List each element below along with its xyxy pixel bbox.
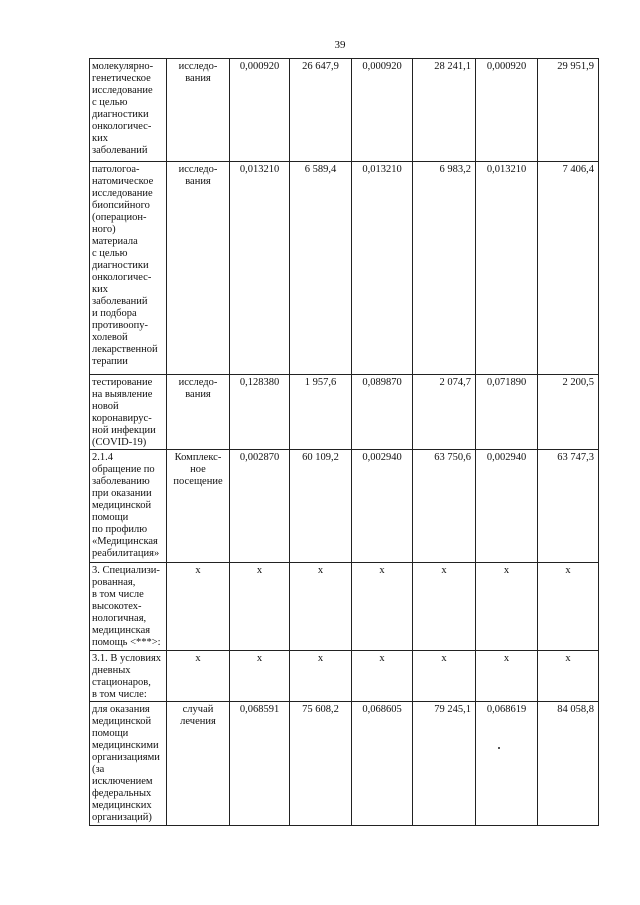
- table-row: [90, 702, 599, 826]
- service-name-cell: 2.1.4 обращение по заболеванию при оказании медицинской помощи по профилю «Медицинская реабилитация»: [90, 450, 167, 563]
- service-name-cell: 3. Специализи- рованная, в том числе высокотех- нологичная, медицинская помощь <***>:: [90, 563, 167, 651]
- value-cell: х: [476, 563, 538, 651]
- unit-cell: Комплекс- ное посещение: [167, 450, 230, 563]
- value-cell: 7 406,4: [538, 162, 599, 375]
- unit-cell: случай лечения: [167, 702, 230, 826]
- value-cell: 6 589,4: [290, 162, 352, 375]
- unit-cell: х: [167, 563, 230, 651]
- value-cell: 26 647,9: [290, 59, 352, 162]
- tariff-table: [89, 58, 599, 826]
- value-cell: 1 957,6: [290, 375, 352, 450]
- unit-cell: исследо- вания: [167, 375, 230, 450]
- value-cell: х: [230, 651, 290, 702]
- table-row: [90, 450, 599, 563]
- page-number: 39: [334, 39, 346, 51]
- value-cell: 0,089870: [352, 375, 413, 450]
- service-name-cell: для оказания медицинской помощи медицинскими организациями (за исключением федеральных медицинских организаций): [90, 702, 167, 826]
- value-cell: х: [290, 563, 352, 651]
- value-cell: х: [538, 651, 599, 702]
- value-cell: 2 200,5: [538, 375, 599, 450]
- service-name-cell: молекулярно- генетическое исследование с целью диагностики онкологичес- ких заболеваний: [90, 59, 167, 162]
- value-cell: 0,068605: [352, 702, 413, 826]
- value-cell: 0,071890: [476, 375, 538, 450]
- value-cell: 63 750,6: [413, 450, 476, 563]
- unit-cell: исследо- вания: [167, 162, 230, 375]
- value-cell: 0,002870: [230, 450, 290, 563]
- service-name-cell: 3.1. В условиях дневных стационаров, в том числе:: [90, 651, 167, 702]
- table-row: [90, 563, 599, 651]
- value-cell: х: [413, 651, 476, 702]
- value-cell: 0,013210: [230, 162, 290, 375]
- value-cell: х: [476, 651, 538, 702]
- value-cell: 0,000920: [230, 59, 290, 162]
- service-name-cell: патологоа- натомическое исследование биопсийного (операцион- ного) материала с целью диагностики онкологичес- ких заболеваний и подбора противоопу- холевой лекарственной терапии: [90, 162, 167, 375]
- value-cell: х: [230, 563, 290, 651]
- scan-speck: [498, 747, 500, 749]
- value-cell: 60 109,2: [290, 450, 352, 563]
- value-cell: х: [538, 563, 599, 651]
- value-cell: 0,000920: [476, 59, 538, 162]
- value-cell: 0,000920: [352, 59, 413, 162]
- value-cell: 2 074,7: [413, 375, 476, 450]
- value-cell: 0,002940: [476, 450, 538, 563]
- value-cell: 0,068591: [230, 702, 290, 826]
- value-cell: 29 951,9: [538, 59, 599, 162]
- table-row: [90, 375, 599, 450]
- table-row: [90, 162, 599, 375]
- value-cell: 0,068619: [476, 702, 538, 826]
- value-cell: 0,013210: [476, 162, 538, 375]
- value-cell: х: [352, 563, 413, 651]
- value-cell: х: [352, 651, 413, 702]
- value-cell: 84 058,8: [538, 702, 599, 826]
- service-name-cell: тестирование на выявление новой коронавирус- ной инфекции (COVID-19): [90, 375, 167, 450]
- value-cell: 28 241,1: [413, 59, 476, 162]
- value-cell: х: [413, 563, 476, 651]
- value-cell: 79 245,1: [413, 702, 476, 826]
- value-cell: 0,128380: [230, 375, 290, 450]
- value-cell: 63 747,3: [538, 450, 599, 563]
- value-cell: х: [290, 651, 352, 702]
- value-cell: 75 608,2: [290, 702, 352, 826]
- value-cell: 6 983,2: [413, 162, 476, 375]
- value-cell: 0,013210: [352, 162, 413, 375]
- unit-cell: х: [167, 651, 230, 702]
- table-row: [90, 651, 599, 702]
- unit-cell: исследо- вания: [167, 59, 230, 162]
- table-row: [90, 59, 599, 162]
- value-cell: 0,002940: [352, 450, 413, 563]
